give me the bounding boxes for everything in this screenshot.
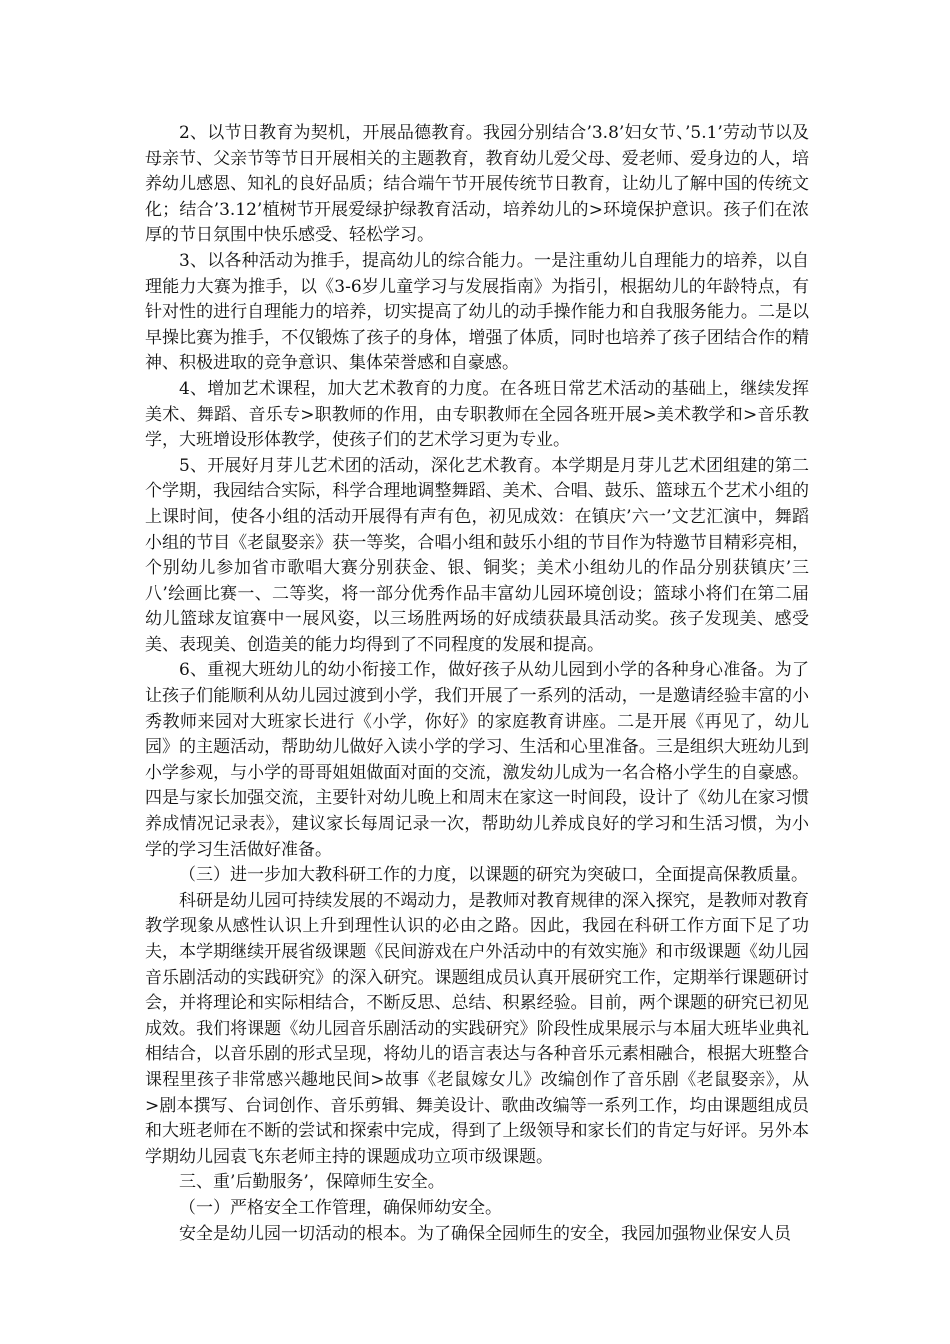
document-body: [145, 121, 809, 1247]
paragraph-school-transition: 6、重视大班幼儿的幼小衔接工作，做好孩子从幼儿园到小学的各种身心准备。为了让孩子们能顺利从幼儿园过渡到小学，我们开展了一系列的活动，一是邀请经验丰富的小秀教师来园对大班家长进行《小学，你好》的家庭教育讲座。二是开展《再见了，幼儿园》的主题活动，帮助幼儿做好入读小学的学习、生活和心里准备。三是组织大班幼儿到小学参观，与小学的哥哥姐姐做面对面的交流，激发幼儿成为一名合格小学生的自豪感。四是与家长加强交流，主要针对幼儿晚上和周末在家这一时间段，设计了《幼儿在家习惯养成情况记录表》，建议家长每周记录一次，帮助幼儿养成良好的学习和生活习惯，为小学的学习生活做好准备。: [145, 660, 809, 860]
paragraph-art-courses: 4、增加艺术课程，加大艺术教育的力度。在各班日常艺术活动的基础上，继续发挥美术、舞蹈、音乐专>职教师的作用，由专职教师在全园各班开展>美术教学和>音乐教学，大班增设形体教学，使孩子们的艺术学习更为专业。: [145, 378, 809, 451]
paragraph-art-troupe: 5、开展好月芽儿艺术团的活动，深化艺术教育。本学期是月芽儿艺术团组建的第二个学期，我园结合实际，科学合理地调整舞蹈、美术、合唱、鼓乐、篮球五个艺术小组的上课时间，使各小组的活动开展得有声有色，初见成效：在镇庆’六一’文艺汇演中，舞蹈小组的节目《老鼠娶亲》获一等奖，合唱小组和鼓乐小组的节目作为特邀节目精彩亮相，个别幼儿参加省市歌唱大赛分别获金、银、铜奖；美术小组幼儿的作品分别获镇庆’三八’绘画比赛一、二等奖，将一部分优秀作品丰富幼儿园环境创设；篮球小将们在第二届幼儿篮球友谊赛中一展风姿，以三场胜两场的好成绩获最具活动奖。孩子发现美、感受美、表现美、创造美的能力均得到了不同程度的发展和提高。: [145, 455, 809, 655]
paragraph-safety: 安全是幼儿园一切活动的根本。为了确保全园师生的安全，我园加强物业保安人员: [179, 1223, 791, 1244]
paragraph-activities: 3、以各种活动为推手，提高幼儿的综合能力。一是注重幼儿自理能力的培养，以自理能力大赛为推手，以《3-6岁儿童学习与发展指南》为指引，根据幼儿的年龄特点，有针对性的进行自理能力的培养，切实提高了幼儿的动手操作能力和自我服务能力。二是以早操比赛为推手，不仅锻炼了孩子的身体，增强了体质，同时也培养了孩子团结合作的精神、积极进取的竞争意识、集体荣誉感和自豪感。: [145, 250, 809, 374]
section-heading-logistics: 三、重’后勤服务’，保障师生安全。: [179, 1172, 445, 1193]
paragraph-research-heading: （三）进一步加大教科研工作的力度，以课题的研究为突破口，全面提高保教质量。: [179, 865, 808, 886]
paragraph-safety-heading: （一）严格安全工作管理，确保师幼安全。: [179, 1197, 502, 1218]
paragraph-research: 科研是幼儿园可持续发展的不竭动力，是教师对教育规律的深入探究，是教师对教育教学现象从感性认识上升到理性认识的必由之路。因此，我园在科研工作方面下足了功夫，本学期继续开展省级课题《民间游戏在户外活动中的有效实施》和市级课题《幼儿园音乐剧活动的实践研究》的深入研究。课题组成员认真开展研究工作，定期举行课题研讨会，并将理论和实际相结合，不断反思、总结、积累经验。目前，两个课题的研究已初见成效。我们将课题《幼儿园音乐剧活动的实践研究》阶段性成果展示与本届大班毕业典礼相结合，以音乐剧的形式呈现，将幼儿的语言表达与各种音乐元素相融合，根据大班整合课程里孩子非常感兴趣地民间>故事《老鼠嫁女儿》改编创作了音乐剧《老鼠娶亲》，从>剧本撰写、台词创作、音乐剪辑、舞美设计、歌曲改编等一系列工作，均由课题组成员和大班老师在不断的尝试和探索中完成，得到了上级领导和家长们的肯定与好评。另外本学期幼儿园袁飞东老师主持的课题成功立项市级课题。: [145, 890, 809, 1167]
paragraph-holiday-education: 2、以节日教育为契机，开展品德教育。我园分别结合’3.8’妇女节、’5.1’劳动节以及母亲节、父亲节等节日开展相关的主题教育，教育幼儿爱父母、爱老师、爱身边的人，培养幼儿感恩、知礼的良好品质；结合端午节开展传统节日教育，让幼儿了解中国的传统文化；结合’3.12’植树节开展爱绿护绿教育活动，培养幼儿的>环境保护意识。孩子们在浓厚的节日氛围中快乐感受、轻松学习。: [145, 123, 809, 246]
